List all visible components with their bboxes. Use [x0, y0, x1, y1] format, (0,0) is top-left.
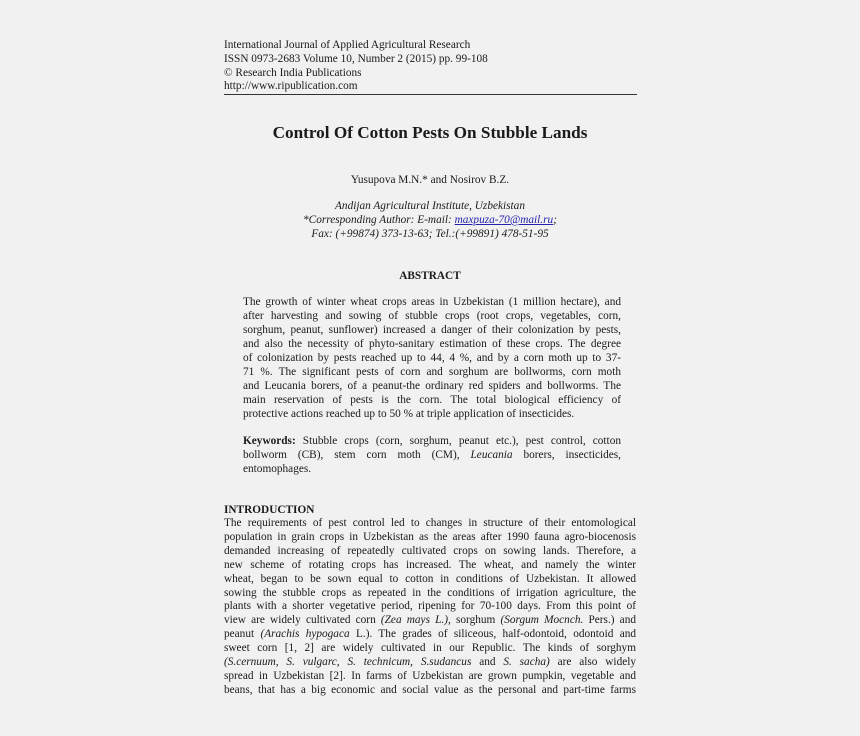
intro-italic: S. sacha)	[503, 656, 550, 669]
abstract-line: and also the necessity of phyto-sanitary estimation of these crops. The degree	[243, 338, 621, 350]
intro-italic: (Zea mays L.)	[380, 614, 448, 627]
intro-line: beans, that has a big economic and social value as the personal and part-time farms	[224, 683, 636, 696]
abstract-line: The growth of winter wheat crops areas in Uzbekistan (1 million hectare), and	[243, 296, 621, 308]
intro-text: Pers.) and	[588, 614, 636, 627]
abstract-line: protective actions reached up to 50 % at triple application of insecticides.	[243, 408, 575, 420]
journal-header	[224, 39, 636, 94]
intro-line	[224, 656, 636, 670]
keywords-text: Stubble crops (corn, sorghum, peanut etc.), pest control, cotton	[302, 435, 621, 447]
abstract-text	[243, 295, 621, 421]
intro-line	[224, 628, 636, 642]
intro-text: peanut	[224, 628, 255, 641]
corresponding-prefix: *Corresponding Author: E-mail:	[303, 214, 455, 226]
abstract-line: 71 %. The significant pests of corn and sorghum are bollworms, corn moth	[243, 366, 621, 378]
journal-name: International Journal of Applied Agricultural Research	[224, 39, 471, 51]
paper-title: Control Of Cotton Pests On Stubble Lands	[272, 123, 588, 142]
keywords-line	[243, 448, 621, 462]
keywords-block	[243, 434, 621, 476]
author-affiliation	[224, 199, 636, 241]
abstract-line: main reservation of pests is the corn. The total biological efficiency of	[243, 394, 621, 406]
abstract-line: of colonization by pests reached up to 44, 4 %, and by a corn moth up to 37-	[243, 352, 621, 364]
journal-copyright: © Research India Publications	[224, 66, 362, 79]
intro-line: sowing the stubble crops as repeated in the conditions of irrigation agriculture, the	[224, 586, 636, 599]
intro-text: are also widely	[557, 656, 637, 669]
abstract-heading: ABSTRACT	[399, 270, 461, 282]
abstract-line: and Leucania borers, of a peanut-the ordinary red spiders and bollworms. The	[243, 380, 621, 392]
intro-italic: (Sorgum Mocnch.	[500, 614, 584, 627]
intro-line: The requirements of pest control led to changes in structure of their entomological	[224, 517, 636, 529]
paper-authors: Yusupova M.N.* and Nosirov B.Z.	[350, 174, 510, 186]
keywords-label: Keywords:	[243, 435, 296, 447]
intro-line: spread in Uzbekistan [2]. In farms of Uzbekistan are grown pumpkin, vegetable and	[224, 669, 636, 682]
intro-text: and	[479, 656, 496, 669]
journal-url[interactable]: http://www.ripublication.com	[224, 80, 358, 93]
intro-text: view are widely cultivated corn	[224, 614, 376, 627]
corresponding-suffix: ;	[553, 214, 557, 226]
introduction-heading: INTRODUCTION	[224, 504, 315, 516]
contact-numbers: Fax: (+99874) 373-13-63; Tel.:(+99891) 478-51-95	[311, 228, 549, 240]
introduction-text	[224, 517, 636, 698]
corresponding-author	[224, 213, 636, 227]
journal-issn: ISSN 0973-2683 Volume 10, Number 2 (2015) pp. 99-108	[224, 52, 488, 65]
intro-text: , sorghum	[448, 614, 496, 627]
header-divider	[224, 94, 637, 95]
email-link[interactable]: maxpuza-70@mail.ru	[454, 214, 554, 226]
keywords-line: entomophages.	[243, 463, 312, 475]
intro-line: demanded increasing of repeatedly cultivated crops on sowing lands. Therefore, a	[224, 544, 636, 557]
intro-italic: (Arachis hypogaca	[260, 628, 350, 641]
intro-line: new scheme of rotating crops has increased. The wheat, and namely the winter	[224, 558, 636, 571]
keywords-italic: Leucania	[470, 449, 513, 461]
intro-line: plants with a shorter vegetative period, ripening for 70-100 days. From this point of	[224, 600, 636, 613]
keywords-text: borers, insecticides,	[523, 449, 622, 461]
intro-line: population in grain crops in Uzbekistan as the areas after 1990 fauna agro-biocenosis	[224, 530, 636, 543]
keywords-line	[243, 434, 621, 448]
abstract-line: sorghum, peanut, sunflower) increased a danger of their colonization by pests,	[243, 324, 621, 336]
keywords-text: bollworm (CB), stem corn moth (CM),	[243, 449, 460, 461]
intro-text: L.). The grades of siliceous, half-odontoid, odontoid and	[355, 628, 636, 641]
intro-italic: (S.cernuum, S. vulgarc, S. technicum, S.sudancus	[224, 656, 472, 669]
intro-line: sweet corn [1, 2] are widely cultivated in our Republic. The kinds of sorghym	[224, 642, 636, 655]
abstract-line: after harvesting and sowing of stubble crops (root crops, vegetables, corn,	[243, 310, 621, 322]
intro-line: wheat, began to be sown equal to cotton in conditions of Uzbekistan. It allowed	[224, 572, 636, 585]
intro-line	[224, 614, 636, 628]
institute: Andijan Agricultural Institute, Uzbekistan	[335, 200, 525, 212]
